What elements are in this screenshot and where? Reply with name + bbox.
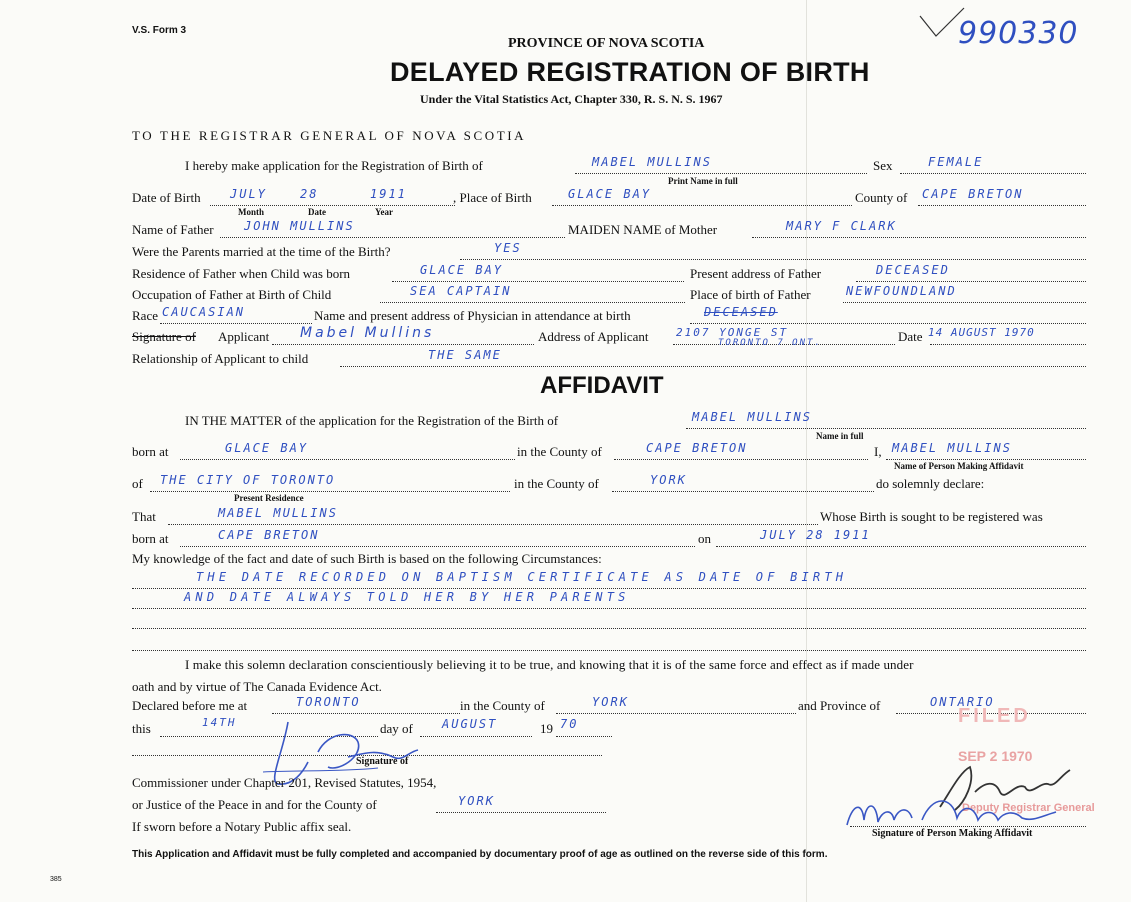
signature-of-caption: Signature of xyxy=(356,756,409,767)
day-of-label: day of xyxy=(380,721,413,736)
occupation-label: Occupation of Father at Birth of Child xyxy=(132,287,332,302)
county-value-2: CAPE BRETON xyxy=(646,441,748,455)
month-value: AUGUST xyxy=(442,717,498,731)
county-label-4: in the County of xyxy=(460,698,545,713)
declared-label: Declared before me at xyxy=(132,698,248,713)
print-name-caption: Print Name in full xyxy=(668,176,738,186)
sex-label: Sex xyxy=(873,158,893,173)
date-caption: Date xyxy=(308,207,326,217)
married-value: YES xyxy=(494,241,522,255)
dob-date-value: 28 xyxy=(300,187,319,201)
circumstance-line-1: THE DATE RECORDED ON BAPTISM CERTIFICATE AS DATE OF BIRTH xyxy=(196,570,848,584)
year-value: 70 xyxy=(560,717,579,731)
county-value: CAPE BRETON xyxy=(922,187,1024,201)
born-at-value-2: CAPE BRETON xyxy=(218,528,320,542)
pob-label: , Place of Birth xyxy=(453,190,532,205)
justice-label: or Justice of the Peace in and for the County of xyxy=(132,797,377,812)
registrar-stamp: Deputy Registrar General xyxy=(962,802,1095,814)
this-label: this xyxy=(132,721,151,736)
address-value: 2107 YONGE ST xyxy=(676,326,789,339)
date-value: 14 AUGUST 1970 xyxy=(928,326,1035,339)
solemn-text-2: oath and by virtue of The Canada Evidence Act. xyxy=(132,679,382,694)
relationship-value: THE SAME xyxy=(428,348,502,362)
applicant-label: Applicant xyxy=(218,329,270,344)
on-value: JULY 28 1911 xyxy=(760,528,871,542)
residence-father-value: GLACE BAY xyxy=(420,263,504,277)
person-caption: Name of Person Making Affidavit xyxy=(894,461,1024,471)
applicant-name-value: MABEL MULLINS xyxy=(592,155,712,169)
physician-value: DECEASED xyxy=(704,305,778,319)
relationship-label: Relationship of Applicant to child xyxy=(132,351,309,366)
person-signature-caption: Signature of Person Making Affidavit xyxy=(872,828,1033,839)
province-label: and Province of xyxy=(798,698,881,713)
dob-year-value: 1911 xyxy=(370,187,407,201)
registration-number: 990330 xyxy=(958,16,1079,51)
affidavit-name-value: MABEL MULLINS xyxy=(692,410,812,424)
commissioner-text: Commissioner under Chapter 201, Revised Statutes, 1954, xyxy=(132,775,437,790)
sex-value: FEMALE xyxy=(928,155,984,169)
form-number-label: V.S. Form 3 xyxy=(132,25,187,36)
address-value-line2: TORONTO 7 ONT. xyxy=(718,338,822,348)
occupation-value: SEA CAPTAIN xyxy=(410,284,512,298)
applicant-signature-value: Mabel Mullins xyxy=(300,325,435,341)
pob-father-label: Place of birth of Father xyxy=(690,287,811,302)
father-value: JOHN MULLINS xyxy=(244,219,355,233)
matter-label: IN THE MATTER of the application for the Registration of the Birth of xyxy=(185,413,559,428)
affidavit-title: AFFIDAVIT xyxy=(540,372,664,399)
check-mark-scribble xyxy=(918,6,968,40)
dob-month-value: JULY xyxy=(230,187,267,201)
person-value: MABEL MULLINS xyxy=(892,441,1012,455)
addressee-line: TO THE REGISTRAR GENERAL OF NOVA SCOTIA xyxy=(132,128,527,143)
race-label: Race xyxy=(132,308,158,323)
province-value: ONTARIO xyxy=(930,695,995,709)
justice-county-value: YORK xyxy=(458,794,495,808)
race-value: CAUCASIAN xyxy=(162,305,246,319)
address-label: Address of Applicant xyxy=(538,329,649,344)
footer-note: This Application and Affidavit must be fully completed and accompanied by documentary proof of age as outlined on the reverse side of this form. xyxy=(132,849,828,860)
year-label: 19 xyxy=(540,721,553,736)
on-label: on xyxy=(698,531,711,546)
mother-label: MAIDEN NAME of Mother xyxy=(568,222,718,237)
declare-label: do solemnly declare: xyxy=(876,476,985,491)
paper-fold-line xyxy=(806,0,807,902)
present-father-label: Present address of Father xyxy=(690,266,822,281)
name-full-caption: Name in full xyxy=(816,431,864,441)
whose-label: Whose Birth is sought to be registered was xyxy=(820,509,1043,524)
day-value: 14TH xyxy=(202,716,237,729)
that-value: MABEL MULLINS xyxy=(218,506,338,520)
filed-stamp: FILED xyxy=(958,705,1031,727)
county-value-4: YORK xyxy=(592,695,629,709)
of-label: of xyxy=(132,476,143,491)
document-title: DELAYED REGISTRATION OF BIRTH xyxy=(390,57,870,87)
residence-value: THE CITY OF TORONTO xyxy=(160,473,336,487)
county-label-2: in the County of xyxy=(517,444,602,459)
apply-label: I hereby make application for the Registration of Birth of xyxy=(185,158,483,173)
month-caption: Month xyxy=(238,207,265,217)
document-subtitle: Under the Vital Statistics Act, Chapter 330, R. S. N. S. 1967 xyxy=(420,92,723,106)
dob-label: Date of Birth xyxy=(132,190,201,205)
married-label: Were the Parents married at the time of the Birth? xyxy=(132,244,391,259)
year-caption: Year xyxy=(375,207,393,217)
physician-label: Name and present address of Physician in attendance at birth xyxy=(314,308,631,323)
county-label: County of xyxy=(855,190,908,205)
pob-father-value: NEWFOUNDLAND xyxy=(846,284,957,298)
notary-text: If sworn before a Notary Public affix seal. xyxy=(132,819,352,834)
i-label: I, xyxy=(874,444,882,459)
present-father-value: DECEASED xyxy=(876,263,950,277)
born-at-label: born at xyxy=(132,444,169,459)
born-at-value: GLACE BAY xyxy=(225,441,309,455)
date-label: Date xyxy=(898,329,923,344)
born-at-label-2: born at xyxy=(132,531,169,546)
filed-date-stamp: SEP 2 1970 xyxy=(958,748,1033,764)
declared-at-value: TORONTO xyxy=(296,695,361,709)
residence-father-label: Residence of Father when Child was born xyxy=(132,266,351,281)
father-label: Name of Father xyxy=(132,222,214,237)
county-value-3: YORK xyxy=(650,473,687,487)
that-label: That xyxy=(132,509,156,524)
knowledge-label: My knowledge of the fact and date of such Birth is based on the following Circumstances: xyxy=(132,551,602,566)
province-heading: PROVINCE OF NOVA SCOTIA xyxy=(508,36,705,51)
solemn-text-1: I make this solemn declaration conscientiously believing it to be true, and knowing that it is of the same force and effect as if made under xyxy=(185,657,914,672)
pob-value: GLACE BAY xyxy=(568,187,652,201)
county-label-3: in the County of xyxy=(514,476,599,491)
signature-struck-label: Signature of xyxy=(132,329,196,344)
form-code: 385 xyxy=(50,876,62,883)
mother-value: MARY F CLARK xyxy=(786,219,897,233)
residence-caption: Present Residence xyxy=(234,493,304,503)
circumstance-line-2: AND DATE ALWAYS TOLD HER BY HER PARENTS xyxy=(184,590,630,604)
